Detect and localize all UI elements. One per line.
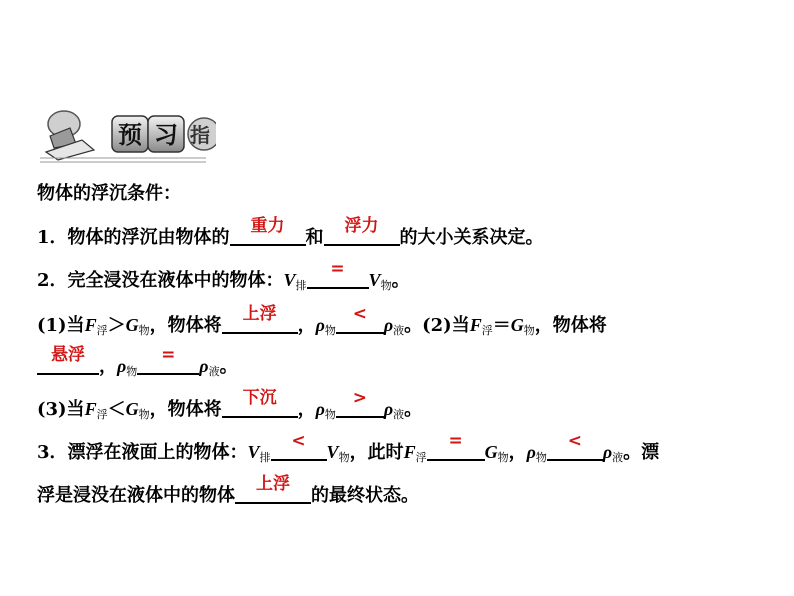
blank-density-1 xyxy=(336,304,384,334)
answer-density-floating: < xyxy=(567,431,582,451)
blank-float-up xyxy=(222,304,298,334)
banner-char-3: 指 xyxy=(190,123,210,147)
answer-volume-floating: < xyxy=(291,431,306,451)
blank-buoyancy xyxy=(324,216,400,246)
section-banner xyxy=(36,108,216,168)
blank-final-state xyxy=(235,474,311,504)
item-2: 2．完全浸没在液体中的物体：$V_排$ = $V_物$。 xyxy=(37,259,410,292)
blank-suspend xyxy=(37,345,99,375)
item-3-cont: 浮是浸没在液体中的物体 上浮 的最终状态。 xyxy=(37,474,419,506)
item-2-1: (1)当$F_浮>G_物$，物体将 上浮 ，$\rho_物$ < $\rho_液$。(2)当$F_浮=G_物$，物体将 xyxy=(37,304,607,337)
blank-density-2 xyxy=(137,345,199,375)
item-2-3: (3)当$F_浮<G_物$，物体将 下沉 ，$\rho_物$ > $\rho_液$。 xyxy=(37,388,423,421)
item-2-2-answer: 悬浮 ，$\rho_物$ = $\rho_液$。 xyxy=(37,353,238,385)
answer-final-state: 上浮 xyxy=(256,474,290,494)
answer-gravity: 重力 xyxy=(250,216,285,236)
banner-char-1: 预 xyxy=(118,121,142,149)
blank-volume-relation xyxy=(307,259,369,289)
answer-suspend: 悬浮 xyxy=(51,345,85,365)
heading: 物体的浮沉条件： xyxy=(37,183,181,204)
blank-density-3 xyxy=(336,388,384,418)
preview-banner-graphic xyxy=(36,108,216,168)
answer-float-up: 上浮 xyxy=(242,304,277,324)
answer-volume-relation: = xyxy=(330,259,345,279)
answer-density-1: < xyxy=(352,304,367,324)
answer-force-floating: = xyxy=(448,431,463,451)
blank-volume-floating xyxy=(271,431,327,461)
answer-density-3: > xyxy=(352,388,367,408)
blank-sink xyxy=(222,388,298,418)
answer-sink: 下沉 xyxy=(242,388,277,408)
blank-gravity xyxy=(230,216,306,246)
blank-density-floating xyxy=(547,431,603,461)
item-1: 1．物体的浮沉由物体的 重力 和 浮力 的大小关系决定。 xyxy=(37,216,544,248)
blank-force-floating xyxy=(427,431,485,461)
banner-char-2: 习 xyxy=(154,121,178,149)
answer-density-2: = xyxy=(161,345,176,365)
answer-buoyancy: 浮力 xyxy=(344,216,379,236)
item-3: 3．漂浮在液面上的物体：$V_排$ < $V_物$，此时$F_浮$ = $G_物$，$\rho_物$ < $\rho_液$。漂 xyxy=(37,431,660,464)
